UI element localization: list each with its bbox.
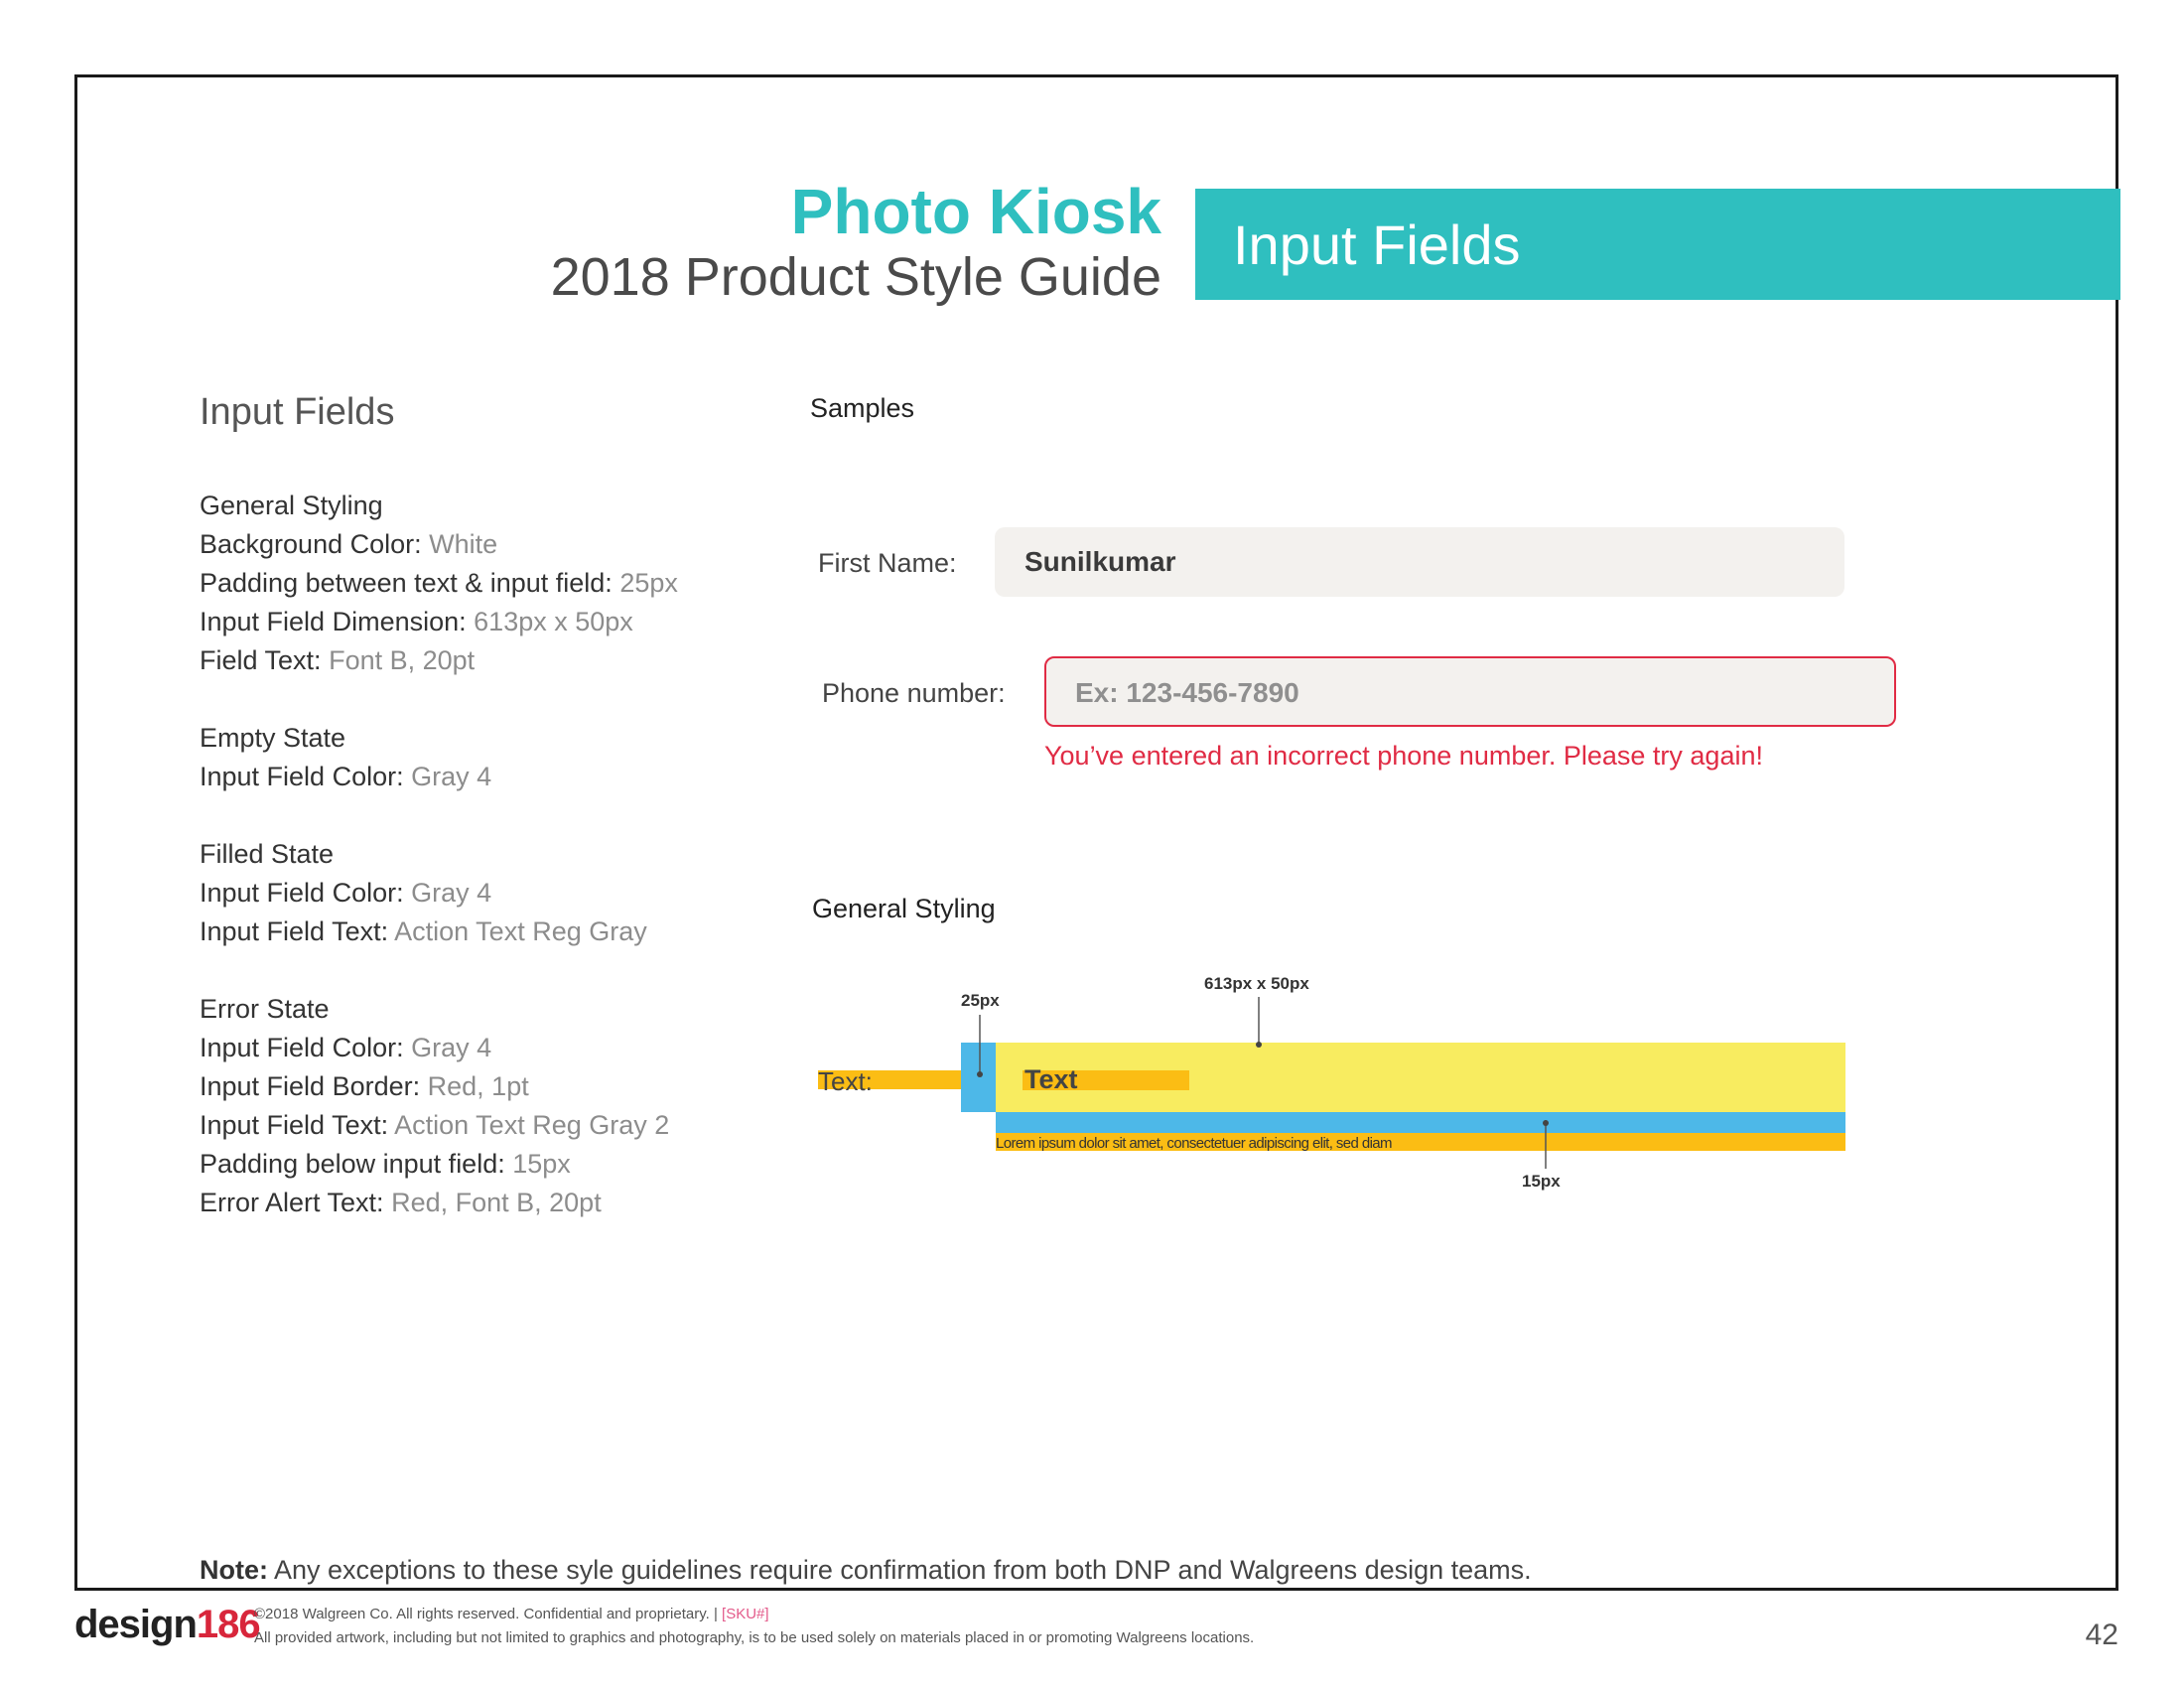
spec-value: 613px x 50px	[474, 607, 633, 636]
page-number: 42	[2085, 1618, 2118, 1651]
padding-callout-label: 25px	[961, 991, 1000, 1010]
padding-callout-dot	[977, 1071, 983, 1077]
logo-number: 186	[196, 1603, 260, 1646]
logo-word: design	[74, 1603, 197, 1646]
footer-copyright	[254, 1606, 769, 1622]
spec-value: Red, 1pt	[427, 1071, 529, 1101]
group-heading-error-state: Error State	[200, 994, 330, 1024]
brand-subtitle: 2018 Product Style Guide	[550, 247, 1161, 307]
spec-value: 25px	[619, 568, 678, 598]
spec-label: Error Alert Text:	[200, 1188, 384, 1217]
group-heading-empty-state: Empty State	[200, 723, 346, 753]
group-heading-filled-state: Filled State	[200, 839, 335, 869]
spec-label: Input Field Text:	[200, 916, 389, 946]
spec-value: Red, Font B, 20pt	[391, 1188, 602, 1217]
spec-label: Input Field Color:	[200, 762, 404, 791]
below-callout-label: 15px	[1522, 1172, 1561, 1191]
error-message: You’ve entered an incorrect phone number. Please try again!	[1044, 741, 1763, 771]
note-label: Note:	[200, 1555, 268, 1585]
spec-value: Gray 4	[411, 762, 492, 791]
brand-title: Photo Kiosk	[790, 176, 1161, 247]
samples-title: Samples	[810, 393, 915, 423]
diagram-text-label: Text:	[818, 1066, 873, 1096]
spec-label: Input Field Color:	[200, 1033, 404, 1062]
sku-placeholder: [SKU#]	[722, 1606, 769, 1622]
footer-disclaimer: All provided artwork, including but not limited to graphics and photography, is to be used solely on materials placed in or promoting Walgreens locations.	[254, 1629, 1255, 1646]
below-padding-block	[996, 1112, 1845, 1133]
spec-label: Input Field Dimension:	[200, 607, 467, 636]
phone-label: Phone number:	[822, 678, 1006, 708]
first-name-label: First Name:	[818, 548, 957, 578]
general-styling-title: General Styling	[812, 894, 996, 923]
spec-label: Padding between text & input field:	[200, 568, 613, 598]
spec-value: Gray 4	[411, 878, 492, 908]
section-banner-label: Input Fields	[1233, 213, 1521, 276]
spec-label: Input Field Border:	[200, 1071, 421, 1101]
spec-label: Field Text:	[200, 645, 322, 675]
design186-logo	[74, 1603, 260, 1647]
spec-value: Gray 4	[411, 1033, 492, 1062]
phone-placeholder: Ex: 123-456-7890	[1075, 677, 1299, 708]
diagram-field-text: Text	[1024, 1064, 1078, 1094]
spec-value: Action Text Reg Gray 2	[394, 1110, 670, 1140]
spec-value: Action Text Reg Gray	[394, 916, 647, 946]
spec-label: Background Color:	[200, 529, 422, 559]
padding-block	[961, 1043, 996, 1112]
spec-value: White	[429, 529, 498, 559]
dimension-callout-dot	[1256, 1042, 1262, 1048]
group-heading-general-styling: General Styling	[200, 491, 383, 520]
copyright-text: ©2018 Walgreen Co. All rights reserved. Confidential and proprietary. |	[254, 1606, 718, 1622]
spec-label: Input Field Color:	[200, 878, 404, 908]
first-name-value: Sunilkumar	[1024, 546, 1176, 577]
left-panel-title: Input Fields	[200, 391, 395, 433]
below-callout-dot	[1543, 1120, 1549, 1126]
dimension-callout-label: 613px x 50px	[1204, 974, 1309, 993]
spec-value: Font B, 20pt	[329, 645, 476, 675]
spec-label: Padding below input field:	[200, 1149, 505, 1179]
note-text: Any exceptions to these syle guidelines require confirmation from both DNP and Walgreens design teams.	[268, 1555, 1532, 1585]
spec-label: Input Field Text:	[200, 1110, 389, 1140]
note	[200, 1555, 1532, 1586]
diagram-error-text: Lorem ipsum dolor sit amet, consectetuer adipiscing elit, sed diam	[996, 1135, 1392, 1152]
spec-value: 15px	[512, 1149, 571, 1179]
